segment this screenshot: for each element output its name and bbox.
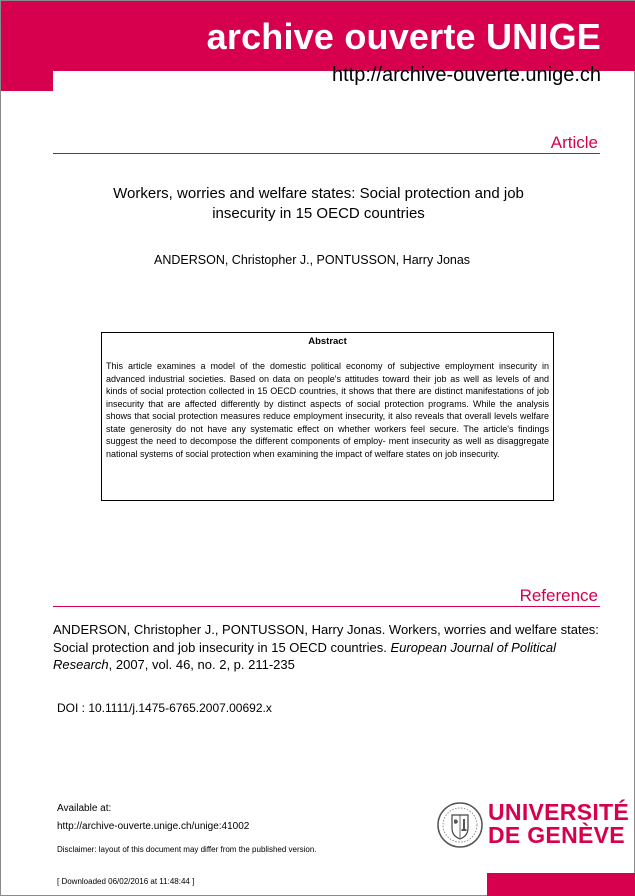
header-accent-corner	[1, 71, 53, 91]
available-at-label: Available at:	[57, 803, 112, 814]
reference-section-label: Reference	[519, 586, 598, 605]
document-title: Workers, worries and welfare states: Social protection and job insecurity in 15 OECD countries	[113, 185, 524, 222]
article-section-label: Article	[550, 133, 598, 152]
disclaimer: Disclaimer: layout of this document may differ from the published version.	[57, 845, 317, 854]
citation-details: , 2007, vol. 46, no. 2, p. 211-235	[108, 657, 295, 672]
abstract-heading: Abstract	[308, 336, 347, 347]
document-authors: ANDERSON, Christopher J., PONTUSSON, Harry Jonas	[154, 253, 471, 267]
abstract-box	[101, 332, 554, 501]
university-seal-icon	[436, 801, 484, 849]
doi[interactable]: DOI : 10.1111/j.1475-6765.2007.00692.x	[57, 701, 272, 715]
article-divider	[53, 153, 600, 154]
footer-accent-bar	[487, 873, 635, 896]
citation-journal: European Journal of Political Research	[53, 639, 556, 672]
citation-authors-title: ANDERSON, Christopher J., PONTUSSON, Harry Jonas. Workers, worries and welfare states: Social protection and job insecurity in 15 OECD countries.	[53, 622, 599, 655]
abstract-text: This article examines a model of the domestic political economy of subjective employment insecurity in advanced industrial societies. Based on data on people's attitudes toward their job as well as levels of and kinds of social protection collected in 15 OECD countries, it shows that there are distinct manifestations of job insecurity that are affected differently by distinct aspects of social protection programs. While the analysis shows that social protection measures reduce employment insecurity, it also reveals that overall levels welfare state generosity do not have any systematic effect on whether workers feel secure. The article's findings suggest the need to decompose the different components of employ- ment insecurity as well as disaggregate national systems of social protection when examining the impact of welfare states on job insecurity.	[106, 361, 549, 459]
site-url[interactable]: http://archive-ouverte.unige.ch	[331, 64, 601, 86]
university-name-line2: DE GENÈVE	[488, 822, 625, 848]
university-name	[488, 801, 629, 847]
university-name-line1: UNIVERSITÉ	[488, 799, 630, 825]
available-at-url[interactable]: http://archive-ouverte.unige.ch/unige:41002	[57, 821, 250, 832]
reference-divider	[53, 606, 600, 607]
site-title: archive ouverte UNIGE	[206, 16, 601, 57]
download-timestamp: [ Downloaded 06/02/2016 at 11:48:44 ]	[57, 877, 195, 886]
reference-citation	[53, 621, 603, 674]
